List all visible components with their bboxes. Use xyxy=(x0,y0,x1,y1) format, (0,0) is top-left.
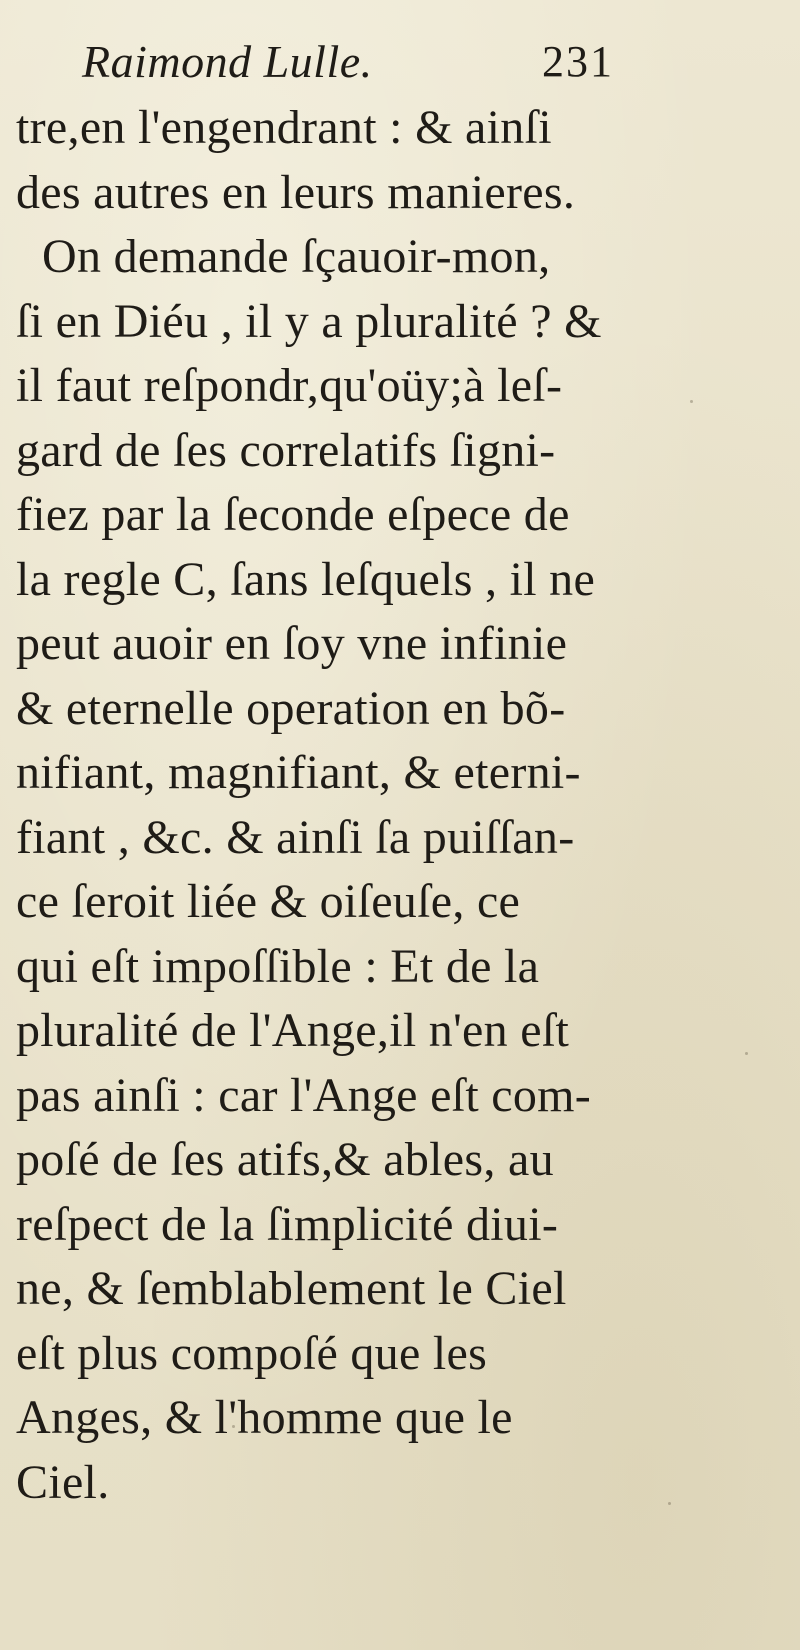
paragraph-start-line: On demande ſçauoir-mon, xyxy=(42,230,551,283)
text-line: nifiant, magnifiant, & eterni- xyxy=(16,746,581,799)
paper-speck xyxy=(690,400,693,403)
text-line: ne, & ſemblablement le Ciel xyxy=(16,1262,567,1315)
text-line: des autres en leurs manieres. xyxy=(16,165,576,219)
paper-speck xyxy=(668,1502,671,1505)
text-line: pas ainſi : car l'Ange eſt com- xyxy=(16,1068,592,1122)
text-line: fiant , &c. & ainſi ſa puiſſan- xyxy=(16,810,575,864)
text-line: gard de ſes correlatifs ſigni- xyxy=(16,423,556,477)
text-line: pluralité de l'Ange,il n'en eſt xyxy=(16,1004,570,1057)
running-title: Raimond Lulle. xyxy=(82,36,373,87)
page-number: 231 xyxy=(542,37,614,86)
text-line: Anges, & l'homme que le xyxy=(16,1391,513,1444)
text-line: la regle C, ſans leſquels , il ne xyxy=(16,552,596,606)
paper-speck xyxy=(232,1425,235,1428)
text-line: eſt plus compoſé que les xyxy=(16,1326,488,1380)
text-line: ſi en Diéu , il y a pluralité ? & xyxy=(16,294,602,348)
text-line: & eternelle operation en bõ- xyxy=(16,681,566,735)
text-line: peut auoir en ſoy vne infinie xyxy=(16,617,568,670)
text-line: fiez par la ſeconde eſpece de xyxy=(16,488,570,541)
text-line: il faut reſpondr,qu'oüy;à leſ- xyxy=(16,359,563,412)
text-line: ce ſeroit liée & oiſeuſe, ce xyxy=(16,875,521,928)
text-line: reſpect de la ſimplicité diui- xyxy=(16,1197,559,1251)
text-line: tre,en l'engendrant : & ainſi xyxy=(16,101,552,154)
paper-speck xyxy=(745,1052,748,1055)
text-line: qui eſt impoſſible : Et de la xyxy=(16,939,540,993)
body-text xyxy=(16,96,666,1515)
text-line: Ciel. xyxy=(16,1455,110,1509)
text-line: poſé de ſes atifs,& ables, au xyxy=(16,1133,554,1186)
running-head xyxy=(82,32,642,92)
